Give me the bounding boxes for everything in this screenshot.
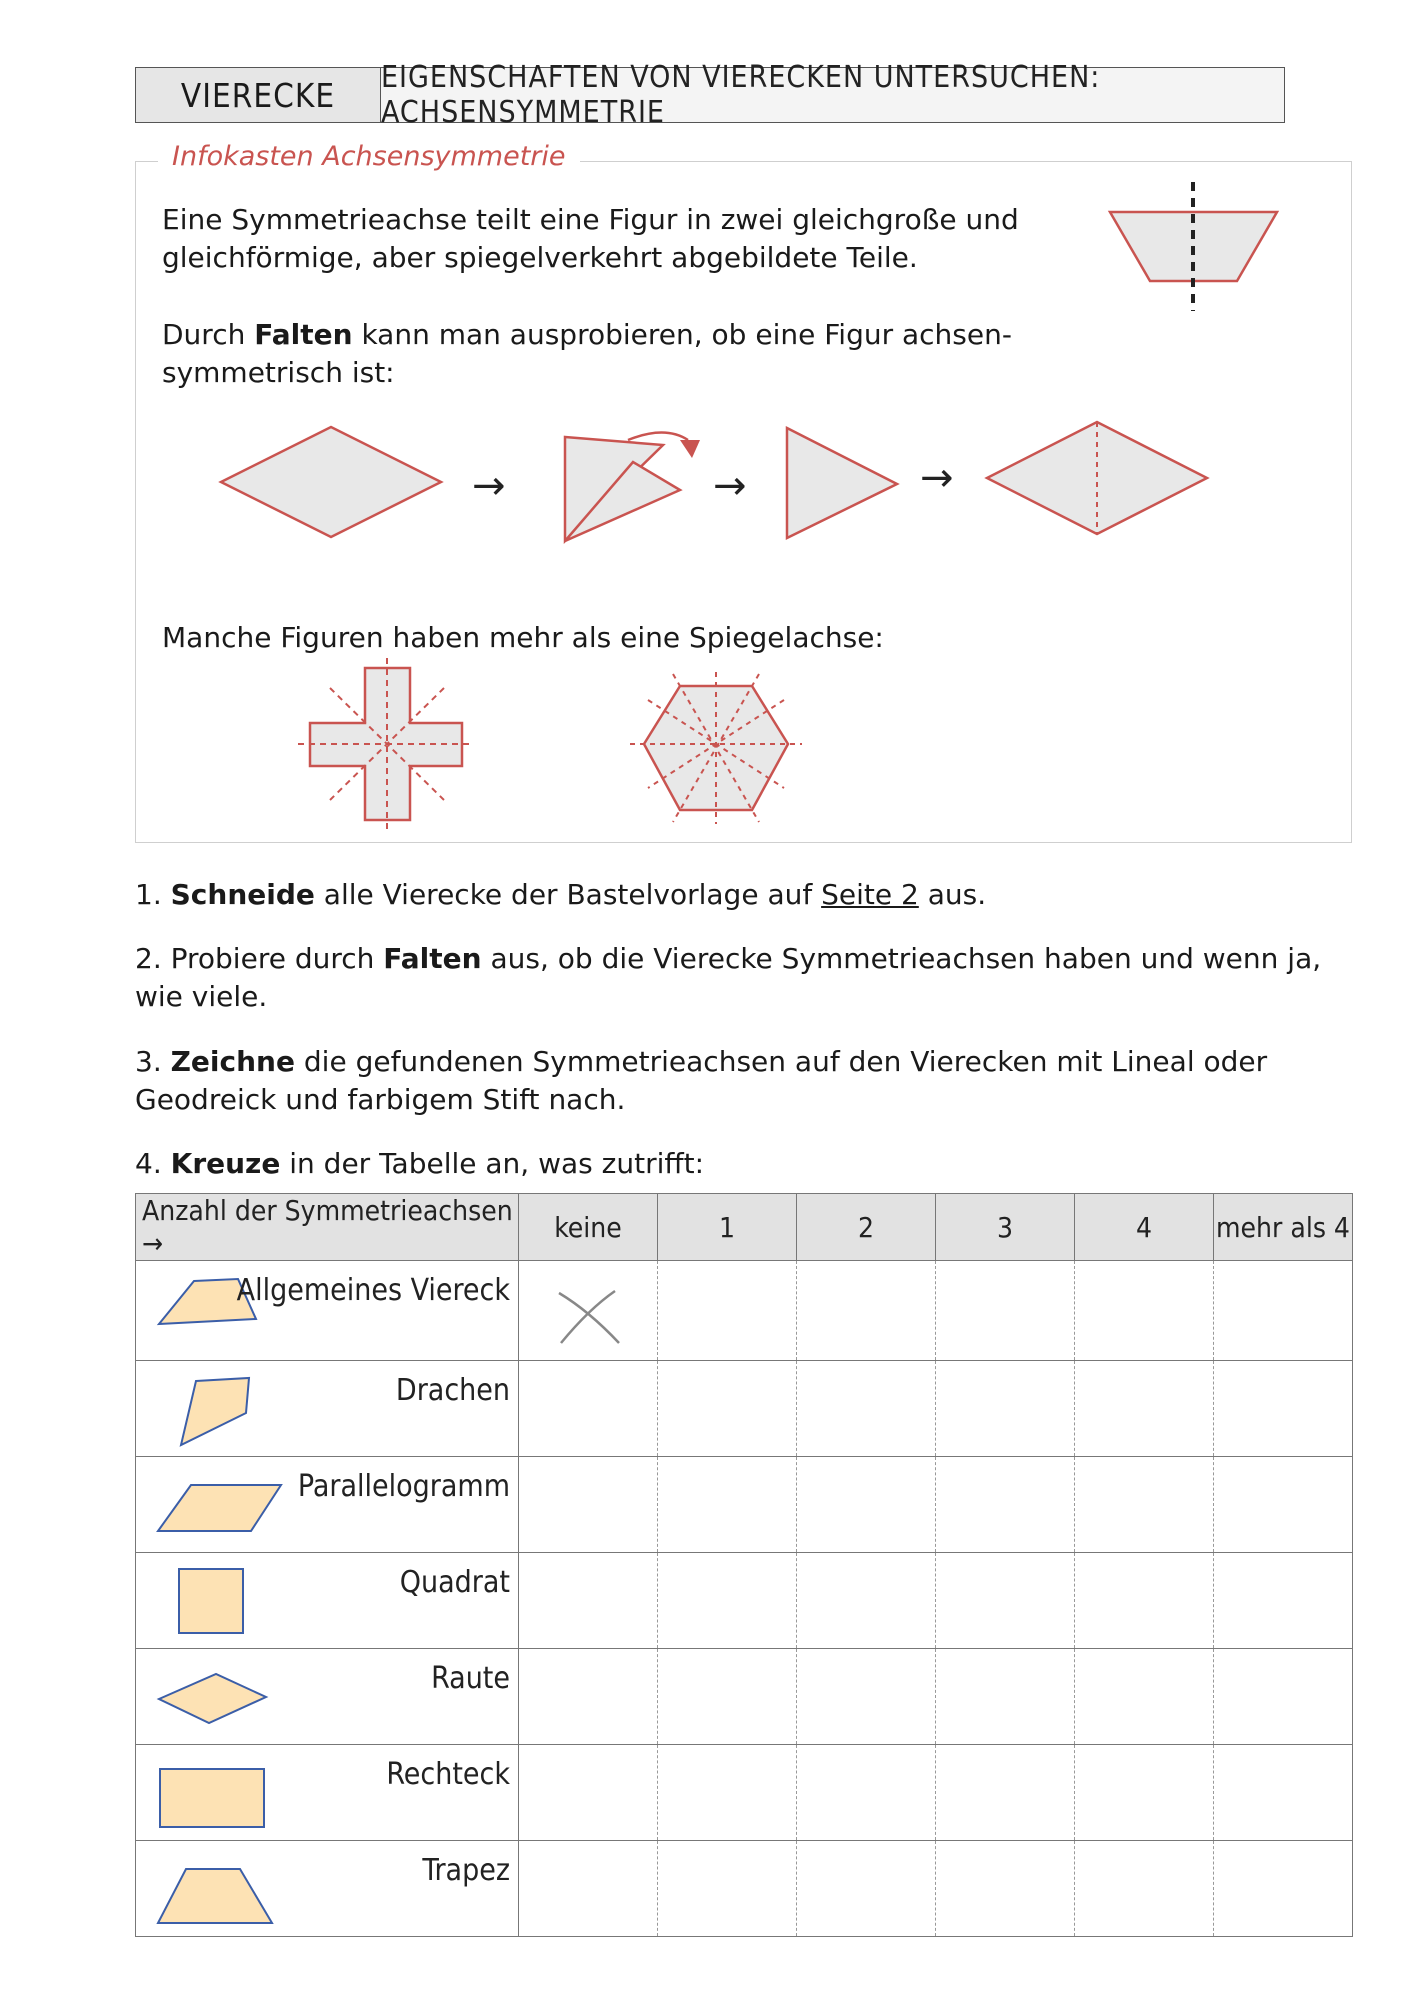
cross-multi-axis-icon [298, 658, 474, 830]
answer-cell[interactable] [1214, 1457, 1353, 1553]
task-2: 2. Probiere durch Falten aus, ob die Vierecke Symmetrieachsen haben und wenn ja, wie viele. [135, 942, 1322, 1013]
kite-icon [156, 1371, 266, 1451]
answer-cell[interactable] [519, 1841, 658, 1937]
column-header: 2 [797, 1194, 936, 1261]
answer-cell[interactable] [936, 1457, 1075, 1553]
answer-cell[interactable] [1214, 1745, 1353, 1841]
row-label-cell: Rechteck [136, 1745, 519, 1841]
answer-cell[interactable] [936, 1361, 1075, 1457]
answer-cell[interactable] [1214, 1261, 1353, 1361]
table-row [136, 1745, 1353, 1841]
worksheet-title: EIGENSCHAFTEN VON VIERECKEN UNTERSUCHEN: ACHSENSYMMETRIE [381, 68, 1284, 122]
trapezoid-axis-example-icon [1110, 182, 1277, 311]
answer-cell[interactable] [658, 1261, 797, 1361]
folding-line-2: symmetrisch ist: [162, 356, 395, 389]
square-icon [156, 1563, 266, 1643]
answer-cell[interactable] [1075, 1261, 1214, 1361]
arrow-step-3: → [920, 455, 954, 501]
rhombus-folding-icon [565, 433, 700, 542]
answer-cell[interactable] [658, 1649, 797, 1745]
table-row [136, 1553, 1353, 1649]
answer-cell[interactable] [1214, 1841, 1353, 1937]
task-1: 1. Schneide alle Vierecke der Bastelvorlage auf Seite 2 aus. [135, 878, 987, 911]
answer-cell[interactable] [519, 1745, 658, 1841]
rhombus-folded-icon [787, 428, 897, 538]
infobox-legend: Infokasten Achsensymmetrie [158, 141, 580, 172]
rhombus-unfolded-icon [221, 427, 441, 537]
column-header: keine [519, 1194, 658, 1261]
infobox-illustrations [0, 0, 1414, 860]
answer-cell[interactable] [658, 1361, 797, 1457]
table-row [136, 1841, 1353, 1937]
table-row [136, 1361, 1353, 1457]
answer-cell[interactable] [1075, 1553, 1214, 1649]
answer-cell[interactable] [936, 1553, 1075, 1649]
definition-line-2: gleichförmige, aber spiegelverkehrt abgebildete Teile. [162, 241, 918, 274]
answer-cell[interactable] [936, 1261, 1075, 1361]
symmetry-table [135, 1193, 1353, 1937]
answer-cell[interactable] [658, 1841, 797, 1937]
answer-cell[interactable] [1214, 1553, 1353, 1649]
answer-cell[interactable] [797, 1553, 936, 1649]
definition-line-1: Eine Symmetrieachse teilt eine Figur in zwei gleichgroße und [162, 203, 1019, 236]
answer-cell[interactable] [519, 1553, 658, 1649]
table-row [136, 1457, 1353, 1553]
answer-cell[interactable] [519, 1457, 658, 1553]
rhombus-refolded-icon [987, 422, 1207, 534]
column-header: mehr als 4 [1214, 1194, 1353, 1261]
page-reference-link[interactable]: Seite 2 [821, 878, 919, 911]
answer-cell[interactable] [1075, 1361, 1214, 1457]
answer-cell[interactable] [658, 1553, 797, 1649]
answer-cell[interactable] [797, 1745, 936, 1841]
answer-cell[interactable] [658, 1457, 797, 1553]
infobox-paragraph-multiple-axes: Manche Figuren haben mehr als eine Spiegelachse: [162, 621, 884, 654]
row-label-cell: Allgemeines Viereck [136, 1261, 519, 1361]
rhombus-icon [156, 1659, 276, 1739]
answer-cell[interactable] [519, 1649, 658, 1745]
header-axis-count: Anzahl der Symmetrieachsen → [136, 1194, 519, 1261]
column-header: 1 [658, 1194, 797, 1261]
parallelogram-icon [156, 1467, 286, 1537]
answer-cell[interactable] [1075, 1649, 1214, 1745]
row-label-cell: Quadrat [136, 1553, 519, 1649]
answer-cell[interactable] [519, 1261, 658, 1361]
answer-cell[interactable] [936, 1841, 1075, 1937]
trapezoid-icon [156, 1851, 286, 1931]
row-label-cell: Raute [136, 1649, 519, 1745]
folding-line-1: Durch Falten kann man ausprobieren, ob eine Figur achsen- [162, 318, 1012, 351]
table-row [136, 1261, 1353, 1361]
row-label-cell: Trapez [136, 1841, 519, 1937]
answer-cell[interactable] [797, 1361, 936, 1457]
topic-label: VIERECKE [136, 68, 381, 122]
answer-cell[interactable] [658, 1745, 797, 1841]
answer-cell[interactable] [797, 1841, 936, 1937]
task-4: 4. Kreuze in der Tabelle an, was zutrifft: [135, 1147, 705, 1180]
answer-cell[interactable] [1075, 1745, 1214, 1841]
row-label-cell: Parallelogramm [136, 1457, 519, 1553]
row-label-cell: Drachen [136, 1361, 519, 1457]
answer-cell[interactable] [936, 1649, 1075, 1745]
answer-cell[interactable] [936, 1745, 1075, 1841]
answer-cell[interactable] [797, 1457, 936, 1553]
answer-cell[interactable] [797, 1261, 936, 1361]
column-header: 3 [936, 1194, 1075, 1261]
cross-mark-icon [519, 1261, 658, 1356]
answer-cell[interactable] [1214, 1361, 1353, 1457]
answer-cell[interactable] [1075, 1841, 1214, 1937]
arrow-step-2: → [713, 463, 747, 509]
answer-cell[interactable] [1075, 1457, 1214, 1553]
arrow-step-1: → [472, 463, 506, 509]
table-header-row [136, 1194, 1353, 1261]
answer-cell[interactable] [1214, 1649, 1353, 1745]
answer-cell[interactable] [519, 1361, 658, 1457]
answer-cell[interactable] [797, 1649, 936, 1745]
task-3: 3. Zeichne die gefundenen Symmetrieachsen auf den Vierecken mit Lineal oder Geodreick und farbigem Stift nach. [135, 1045, 1268, 1116]
rectangle-icon [156, 1755, 276, 1835]
hexagon-multi-axis-icon [630, 672, 802, 824]
column-header: 4 [1075, 1194, 1214, 1261]
table-row [136, 1649, 1353, 1745]
